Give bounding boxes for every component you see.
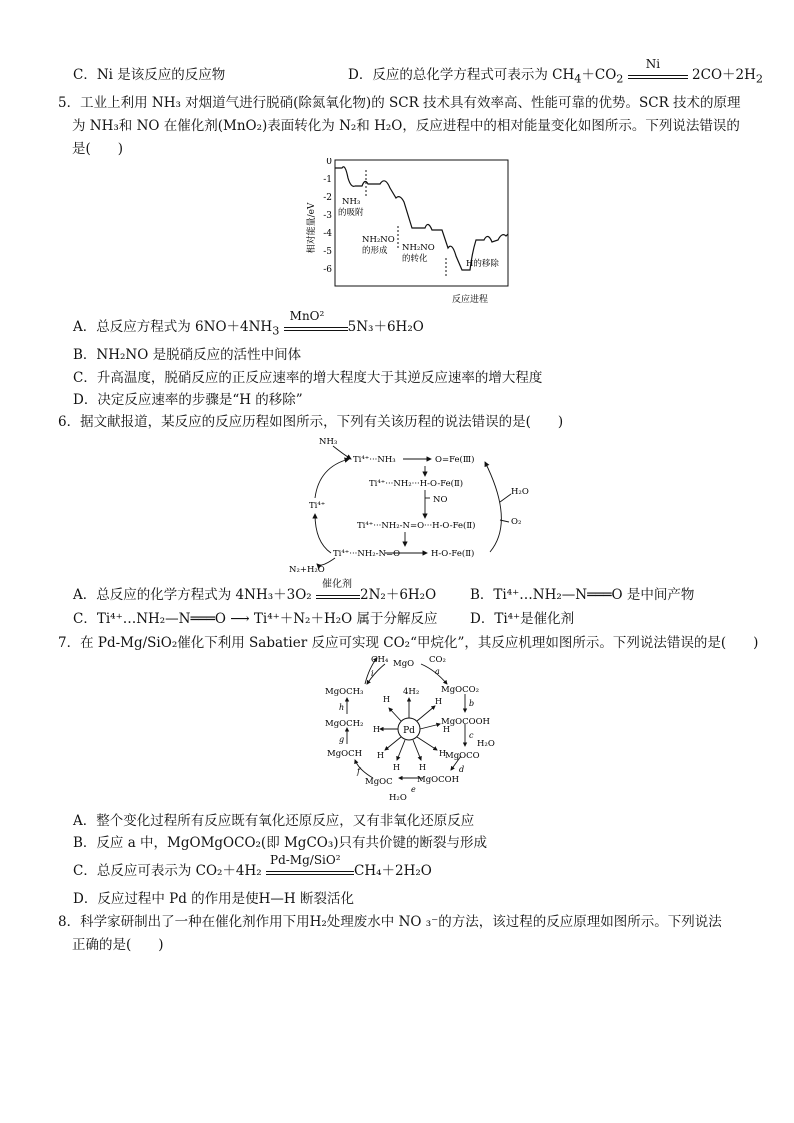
- species-label: H₂O: [477, 739, 495, 749]
- species-label: MgOCH₃: [325, 687, 364, 697]
- q4-option-d: [348, 56, 764, 89]
- q6-option-a-text: 2N₂＋6H₂O: [360, 587, 437, 603]
- q5-option-c: C．升高温度，脱硝反应的正反应速率的增大程度大于其逆反应速率的增大程度: [73, 370, 543, 386]
- species-label: Ti⁴⁺···NH₂-N=O···H-O-Fe(Ⅱ): [357, 521, 476, 531]
- species-label: MgOCH: [327, 749, 363, 759]
- subscript: 2: [616, 72, 624, 86]
- ytick: -4: [323, 229, 332, 239]
- h-label: H: [435, 697, 442, 706]
- reaction-arrow: [316, 578, 360, 605]
- species-label: MgOCO₂: [441, 685, 479, 695]
- q5-stem-line3: 是( ): [72, 141, 124, 157]
- q7-stem: 7．在 Pd-Mg/SiO₂催化下利用 Sabatier 反应可实现 CO₂“甲烷化”，其反应机理如图所示。下列说法错误的是( ): [58, 635, 759, 651]
- species-label: O=Fe(Ⅲ): [435, 455, 475, 465]
- ytick: -3: [323, 211, 332, 221]
- q4-option-d-text: D．反应的总化学方程式可表示为 CH: [348, 67, 575, 83]
- q7-option-c-text: C．总反应可表示为 CO₂＋4H₂: [73, 863, 262, 879]
- q6-option-a: [73, 578, 437, 605]
- species-label: N₂+H₂O: [289, 565, 325, 575]
- q6-option-c: C．Ti⁴⁺…NH₂—N═══O ⟶ Ti⁴⁺＋N₂＋H₂O 属于分解反应: [73, 611, 438, 627]
- species-label: NO: [433, 495, 448, 505]
- species-label: MgOCH₂: [325, 719, 364, 729]
- q6-option-d: D．Ti⁴⁺是催化剂: [470, 611, 575, 627]
- chart-label: NH₂NO: [402, 243, 435, 253]
- species-label: CH₄: [371, 655, 389, 665]
- q7-option-c: [73, 852, 432, 881]
- chart-label: H的移除: [466, 259, 499, 269]
- h-label: H: [383, 695, 390, 704]
- species-label: Ti⁴⁺: [309, 501, 326, 511]
- q8-stem-line1: 8．科学家研制出了一种在催化剂作用下用H₂处理废水中 NO ₃⁻的方法，该过程的反应原理如图所示。下列说法: [58, 914, 722, 930]
- step-letter: h: [339, 703, 345, 712]
- q5-option-b: B．NH₂NO 是脱硝反应的活性中间体: [73, 347, 302, 363]
- q4-option-d-text: ＋CO: [581, 67, 617, 83]
- subscript: 4: [574, 72, 582, 86]
- q8-stem-line2: 正确的是( ): [72, 937, 164, 953]
- q6-cycle-diagram: [285, 432, 545, 580]
- q4-option-d-text: 2CO＋2H: [687, 67, 756, 83]
- subscript: 2: [755, 72, 764, 86]
- q5-energy-chart: [300, 158, 515, 306]
- species-label: MgOCOH: [417, 775, 459, 785]
- q5-option-a-text: 5N₃＋6H₂O: [347, 319, 424, 335]
- q7-option-a: A．整个变化过程所有反应既有氧化还原反应，又有非氧化还原反应: [73, 813, 475, 829]
- ytick: -5: [323, 247, 332, 257]
- q7-option-b: B．反应 a 中，MgOMgOCO₂(即 MgCO₃)只有共价键的断裂与形成: [73, 835, 488, 851]
- species-label: Ti⁴⁺···NH₃: [353, 455, 396, 465]
- q5-option-a-text: A．总反应方程式为 6NO＋4NH: [73, 319, 273, 335]
- step-letter: g: [339, 735, 345, 744]
- h-label: H: [373, 725, 380, 734]
- ytick: 0: [326, 158, 332, 167]
- chart-ylabel: 相对能量/eV: [307, 202, 317, 254]
- species-label: H-O-Fe(Ⅱ): [431, 549, 475, 559]
- q6-stem: 6．据文献报道，某反应的反应历程如图所示，下列有关该历程的说法错误的是( ): [58, 414, 564, 430]
- reaction-arrow: [266, 852, 354, 881]
- q5-stem-line1: 5．工业上利用 NH₃ 对烟道气进行脱硝(除氮氧化物)的 SCR 技术具有效率高、性能可靠的优势。SCR 技术的原理: [58, 95, 741, 111]
- q7-option-c-text: CH₄＋2H₂O: [354, 863, 432, 879]
- catalyst-label: 催化剂: [322, 578, 352, 590]
- ytick: -6: [323, 265, 332, 275]
- catalyst-label: Ni: [645, 56, 661, 71]
- species-label: MgOCO: [445, 751, 480, 761]
- species-label: H₂O: [389, 793, 407, 803]
- step-letter: a: [435, 667, 440, 676]
- q4-option-c: C．Ni 是该反应的反应物: [73, 67, 226, 83]
- q7-mechanism-diagram: [325, 650, 495, 808]
- species-label: MgOC: [365, 777, 393, 787]
- chart-label: NH₂NO: [362, 235, 395, 245]
- q6-option-a-text: A．总反应的化学方程式为 4NH₃＋3O₂: [73, 587, 312, 603]
- step-letter: d: [459, 765, 465, 774]
- q5-stem-line2: 为 NH₃和 NO 在催化剂(MnO₂)表面转化为 N₂和 H₂O，反应进程中的相对能量变化如图所示。下列说法错误的: [72, 118, 740, 134]
- species-label: Ti⁴⁺···NH₂-N=O: [333, 549, 401, 559]
- step-letter: f: [357, 767, 360, 776]
- ytick: -1: [323, 175, 332, 185]
- q7-option-d: D．反应过程中 Pd 的作用是使H—H 断裂活化: [73, 891, 354, 907]
- species-label: H₂O: [511, 487, 529, 497]
- h-label: H: [377, 751, 384, 760]
- reaction-arrow: [628, 56, 688, 85]
- q5-option-d: D．决定反应速率的步骤是“H 的移除”: [73, 392, 303, 408]
- species-label: MgO: [393, 659, 415, 669]
- catalyst-label: MnO²: [289, 308, 325, 323]
- species-label: CO₂: [429, 655, 446, 665]
- reaction-arrow: [284, 308, 348, 337]
- q5-option-a: [73, 308, 424, 341]
- subscript: 3: [272, 324, 280, 338]
- chart-label: 的转化: [402, 254, 428, 264]
- chart-label: 的吸附: [338, 208, 364, 218]
- chart-label: NH₃: [342, 197, 361, 207]
- species-label: Ti⁴⁺···NH₂···H-O-Fe(Ⅱ): [369, 479, 464, 489]
- h-label: H: [439, 749, 446, 758]
- step-letter: b: [469, 699, 475, 708]
- step-letter: i: [371, 669, 374, 678]
- step-letter: e: [411, 785, 416, 794]
- chart-xlabel: 反应进程: [451, 295, 489, 305]
- h-label: H: [393, 763, 400, 772]
- step-letter: c: [469, 731, 474, 740]
- species-label: NH₃: [319, 437, 338, 447]
- h-label: H: [443, 725, 450, 734]
- chart-label: 的形成: [362, 246, 388, 256]
- q6-option-b: B．Ti⁴⁺…NH₂—N═══O 是中间产物: [470, 587, 695, 603]
- h-label: H: [419, 763, 426, 772]
- species-label: 4H₂: [403, 687, 420, 697]
- pd-label: Pd: [403, 726, 415, 736]
- species-label: MgOCOOH: [441, 717, 490, 727]
- catalyst-label: Pd-Mg/SiO²: [270, 852, 341, 867]
- species-label: O₂: [511, 517, 522, 527]
- ytick: -2: [323, 193, 332, 203]
